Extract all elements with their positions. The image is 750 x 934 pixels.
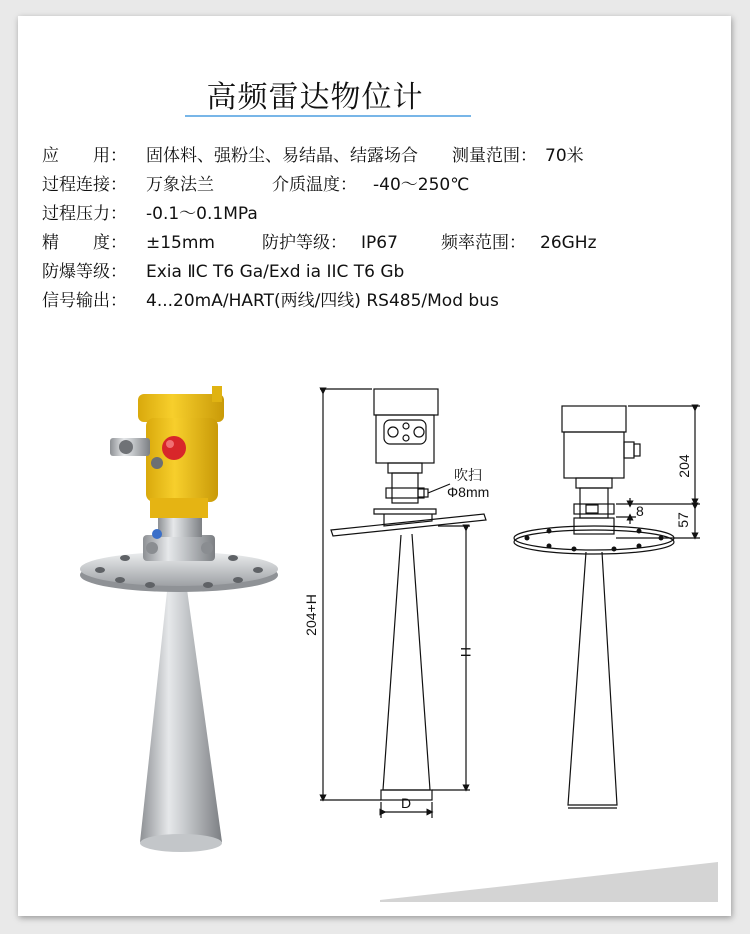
spec-key: 防护等级： (262, 233, 347, 253)
page-curl-shadow (380, 862, 718, 902)
spec-value: 4...20mA/HART(两线/四线) RS485/Mod bus (146, 291, 499, 311)
horn-rim (140, 834, 222, 852)
spec-value: 70米 (545, 146, 584, 166)
page-title: 高频雷达物位计 (206, 80, 424, 115)
housing-cover (138, 394, 224, 422)
horn-antenna (140, 582, 222, 850)
spec-value: ±15mm (146, 233, 215, 253)
spec-value: 26GHz (540, 233, 597, 253)
head-height-label: 204 (676, 454, 692, 478)
neck (158, 515, 202, 537)
drawing-cover (374, 389, 438, 415)
spec-value: Exia ⅡC T6 Ga/Exd ia IIC T6 Gb (146, 262, 405, 282)
spec-key: 信号输出： (42, 291, 127, 311)
drawing2-cover (562, 406, 626, 432)
purge-label: 吹扫 (454, 467, 482, 483)
overall-height-label: 204+H (303, 594, 319, 636)
purge-diameter-label: Φ8mm (447, 484, 490, 500)
spec-key: 测量范围： (452, 146, 537, 166)
dimension-drawing-front (320, 389, 486, 818)
spec-key: 防爆等级： (42, 262, 127, 282)
drawing2-housing (564, 432, 624, 478)
spec-value: IP67 (361, 233, 398, 253)
horn-height-label: H (458, 646, 474, 658)
drawing-horn (383, 534, 430, 790)
spec-key: 过程压力： (42, 204, 127, 224)
housing-base (150, 498, 208, 518)
neck-57-label: 57 (675, 512, 691, 528)
spec-key: 介质温度： (272, 175, 357, 195)
neck-8-label: 8 (636, 503, 644, 519)
spec-value: -40～250℃ (373, 175, 470, 195)
spec-value: -0.1～0.1MPa (146, 204, 258, 224)
drawing2-horn (568, 552, 617, 805)
spec-value: 万象法兰 (146, 175, 214, 195)
radar-level-meter-photo (80, 386, 278, 852)
red-knob (162, 436, 186, 460)
horn-diameter-label: D (400, 795, 412, 811)
spec-key: 应 用： (42, 146, 127, 166)
spec-key: 频率范围： (441, 233, 526, 253)
dimension-drawing-side (514, 406, 700, 808)
purge-valve (152, 529, 162, 539)
drawing-flange (331, 514, 486, 536)
spec-value: 固体料、强粉尘、易结晶、结露场合 (146, 146, 418, 166)
spec-key: 精 度： (42, 233, 127, 253)
spec-key: 过程连接： (42, 175, 127, 195)
